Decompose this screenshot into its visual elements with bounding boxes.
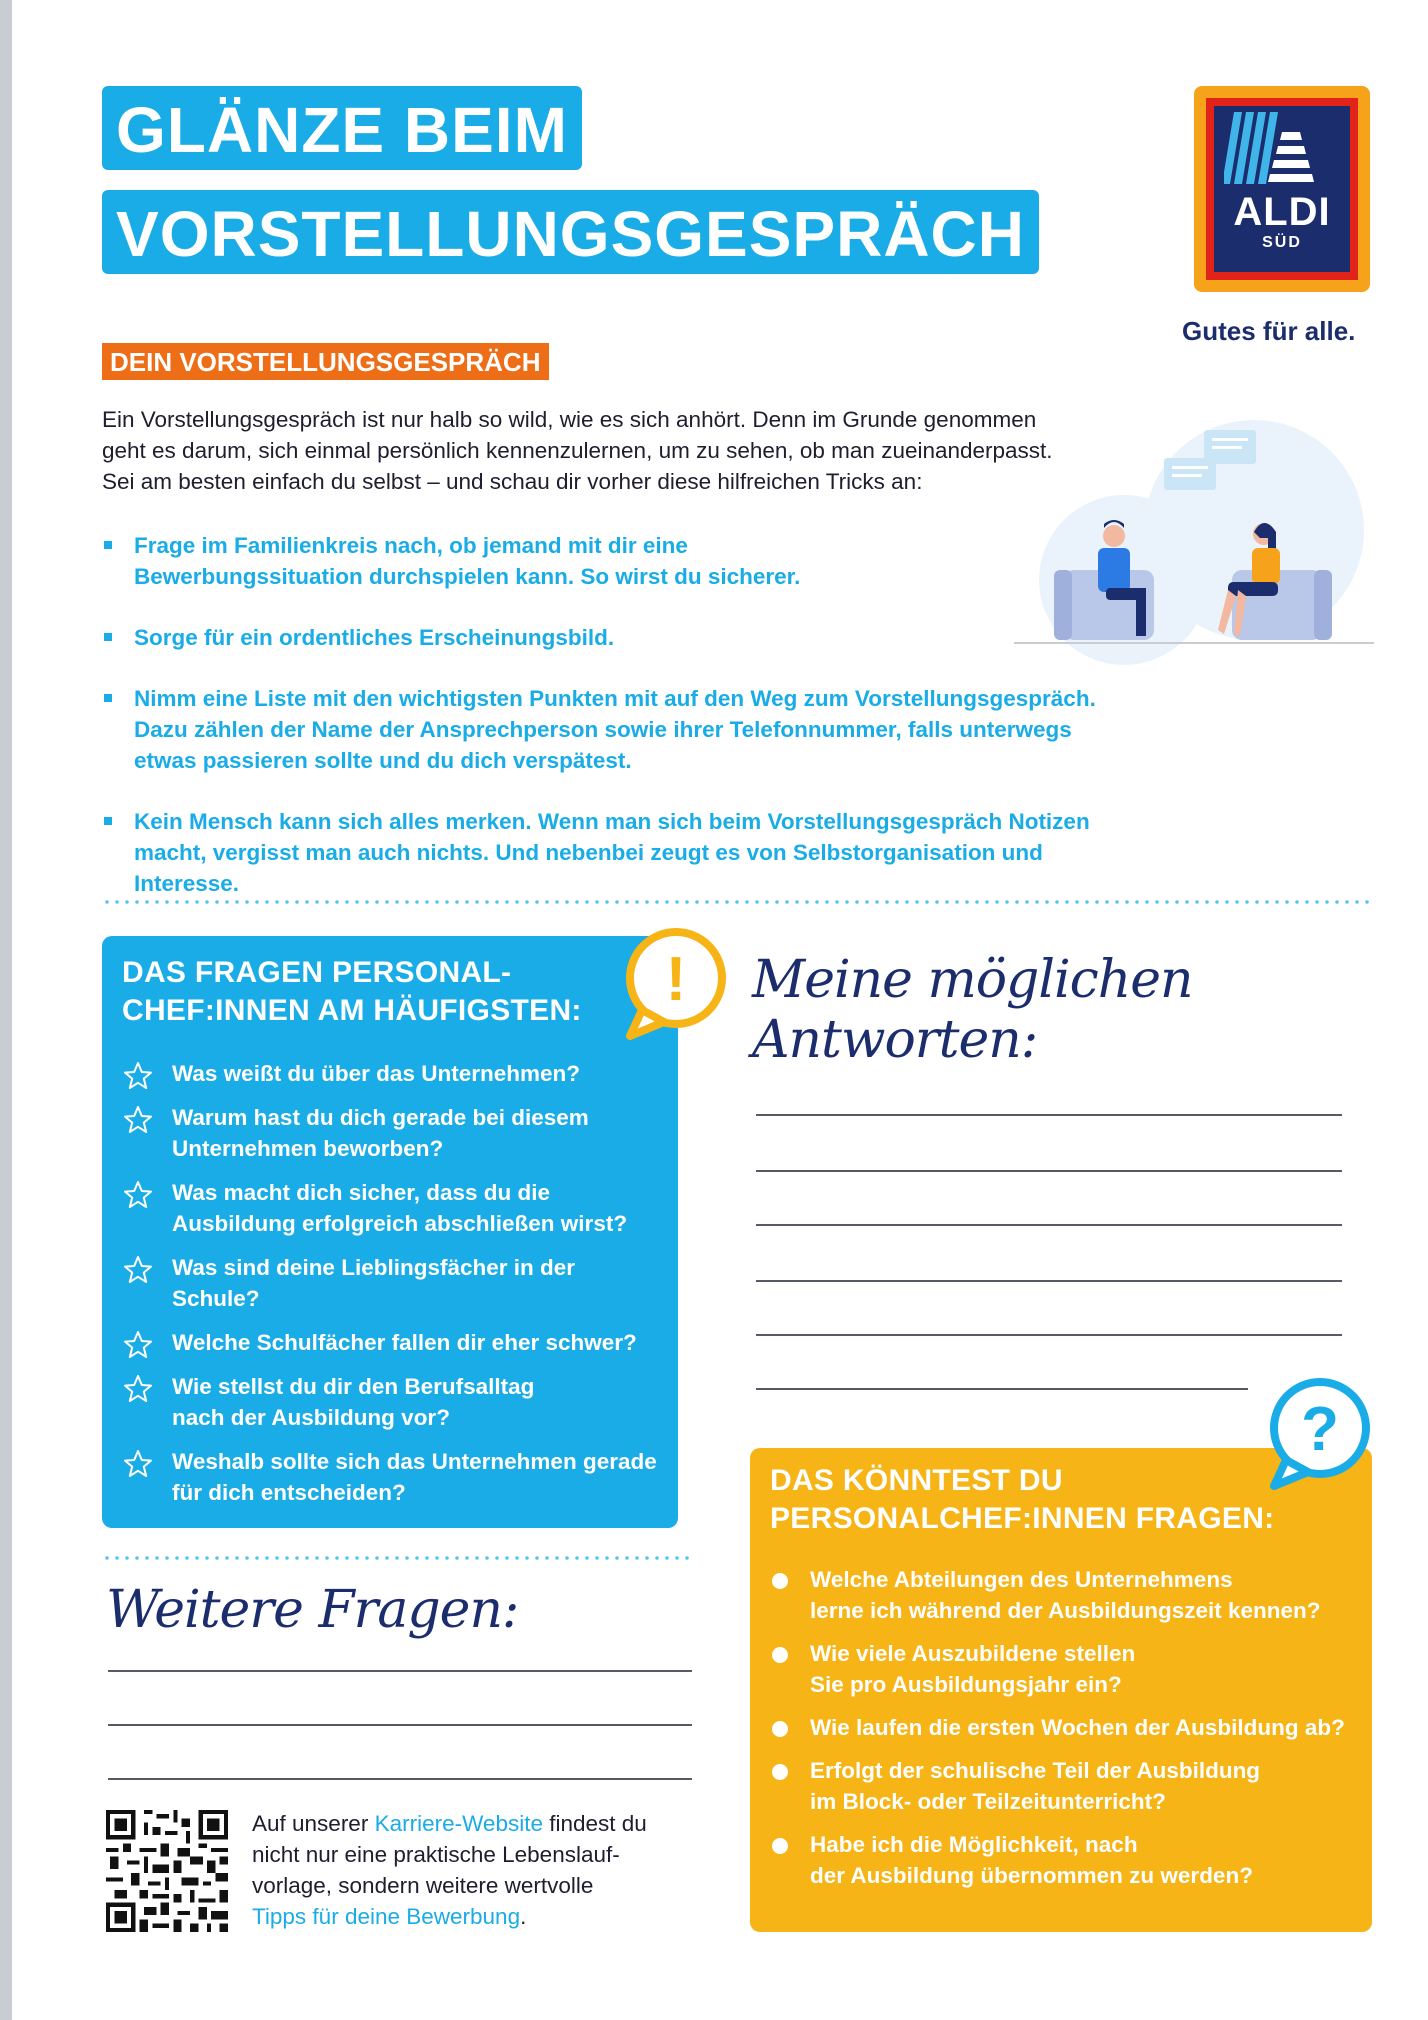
bullet-dot-icon	[772, 1764, 788, 1780]
bullet-square-icon	[104, 817, 112, 825]
answer-line[interactable]	[756, 1224, 1342, 1226]
tip-item: Kein Mensch kann sich alles merken. Wenn man sich beim Vorstellungsgespräch Notizen macht, vergisst man auch nichts. Und nebenbei zeugt es von Selbstorganisation und Interesse.	[102, 806, 1142, 899]
title-line-2: VORSTELLUNGSGESPRÄCH	[102, 190, 1039, 274]
svg-text:!: !	[665, 945, 687, 1014]
more-questions-title: Weitere Fragen:	[106, 1580, 519, 1640]
tip-item: Frage im Familienkreis nach, ob jemand mit dir eine Bewerbungssituation durchspielen kann. So wirst du sicherer.	[102, 530, 1142, 592]
dotted-divider	[102, 1556, 692, 1560]
svg-text:?: ?	[1301, 1395, 1339, 1464]
ask-item: Habe ich die Möglichkeit, nach der Ausbildung übernommen zu werden?	[770, 1829, 1360, 1891]
bullet-dot-icon	[772, 1721, 788, 1737]
dotted-divider	[102, 900, 1374, 904]
page-edge	[0, 0, 12, 2020]
question-item: Warum hast du dich gerade bei diesem Unternehmen beworben?	[122, 1102, 662, 1164]
bullet-square-icon	[104, 541, 112, 549]
bullet-dot-icon	[772, 1838, 788, 1854]
bullet-dot-icon	[772, 1647, 788, 1663]
career-website-link[interactable]: Karriere-Website	[374, 1811, 543, 1836]
star-icon	[122, 1254, 154, 1286]
qr-code[interactable]	[106, 1810, 228, 1932]
exclamation-bubble-icon	[612, 924, 732, 1044]
intro-line: geht es darum, sich einmal persönlich kennenzulernen, um zu sehen, ob man zueinanderpasst.	[102, 438, 1053, 463]
aldi-stripes-icon	[1224, 112, 1314, 184]
footer-text: Auf unserer Karriere-Website findest du nicht nur eine praktische Lebenslauf- vorlage, sondern weitere wertvolle Tipps für deine Bewerbung.	[252, 1811, 647, 1929]
intro-line: Ein Vorstellungsgespräch ist nur halb so wild, wie es sich anhört. Denn im Grunde genommen	[102, 407, 1037, 432]
question-line[interactable]	[108, 1724, 692, 1726]
intro-text	[102, 404, 1082, 497]
aldi-logo	[1194, 86, 1370, 292]
ask-item: Wie viele Auszubildene stellen Sie pro Ausbildungsjahr ein?	[770, 1638, 1360, 1700]
hr-questions-heading: DAS FRAGEN PERSONAL- CHEF:INNEN AM HÄUFIGSTEN:	[122, 956, 582, 1027]
star-icon	[122, 1179, 154, 1211]
logo-sub: SÜD	[1262, 234, 1302, 251]
star-icon	[122, 1104, 154, 1136]
logo-brand: ALDI	[1233, 190, 1331, 234]
answer-line[interactable]	[756, 1170, 1342, 1172]
answer-line[interactable]	[756, 1334, 1342, 1336]
star-icon	[122, 1060, 154, 1092]
ask-item: Wie laufen die ersten Wochen der Ausbildung ab?	[770, 1712, 1360, 1743]
question-item: Was weißt du über das Unternehmen?	[122, 1058, 662, 1089]
star-icon	[122, 1448, 154, 1480]
question-line[interactable]	[108, 1778, 692, 1780]
answer-line[interactable]	[756, 1114, 1342, 1116]
application-tips-link[interactable]: Tipps für deine Bewerbung	[252, 1904, 521, 1929]
bullet-square-icon	[104, 694, 112, 702]
title-line-1: GLÄNZE BEIM	[102, 86, 582, 170]
tip-item: Nimm eine Liste mit den wichtigsten Punkten mit auf den Weg zum Vorstellungsgespräch. Dazu zählen der Name der Ansprechperson sowie ihrer Telefonnummer, falls unterwegs etwas passieren sollte und du dich verspätest.	[102, 683, 1142, 776]
star-icon	[122, 1329, 154, 1361]
question-line[interactable]	[108, 1670, 692, 1672]
intro-line: Sei am besten einfach du selbst – und schau dir vorher diese hilfreichen Tricks an:	[102, 469, 923, 494]
slogan: Gutes für alle.	[1182, 316, 1356, 346]
ask-item: Erfolgt der schulische Teil der Ausbildung im Block- oder Teilzeitunterricht?	[770, 1755, 1360, 1817]
star-icon	[122, 1373, 154, 1405]
tip-item: Sorge für ein ordentliches Erscheinungsbild.	[102, 622, 1142, 653]
flyer-page	[14, 0, 1428, 2020]
tips-list	[102, 530, 1142, 899]
question-item: Was sind deine Lieblingsfächer in der Schule?	[122, 1252, 662, 1314]
question-item: Welche Schulfächer fallen dir eher schwer?	[122, 1327, 662, 1358]
question-item: Weshalb sollte sich das Unternehmen gerade für dich entscheiden?	[122, 1446, 662, 1508]
bullet-square-icon	[104, 633, 112, 641]
ask-item: Welche Abteilungen des Unternehmens lerne ich während der Ausbildungszeit kennen?	[770, 1564, 1360, 1626]
answer-line[interactable]	[756, 1388, 1248, 1390]
section-label: DEIN VORSTELLUNGSGESPRÄCH	[102, 343, 549, 380]
ask-hr-heading: DAS KÖNNTEST DU PERSONALCHEF:INNEN FRAGEN:	[770, 1464, 1275, 1535]
question-bubble-icon	[1260, 1374, 1380, 1494]
question-item: Wie stellst du dir den Berufsalltag nach der Ausbildung vor?	[122, 1371, 662, 1433]
answer-line[interactable]	[756, 1280, 1342, 1282]
ask-hr-list	[770, 1564, 1360, 1903]
question-item: Was macht dich sicher, dass du die Ausbildung erfolgreich abschließen wirst?	[122, 1177, 662, 1239]
answers-title: Meine möglichen Antworten:	[752, 950, 1193, 1070]
bullet-dot-icon	[772, 1573, 788, 1589]
hr-questions-list	[122, 1058, 662, 1521]
